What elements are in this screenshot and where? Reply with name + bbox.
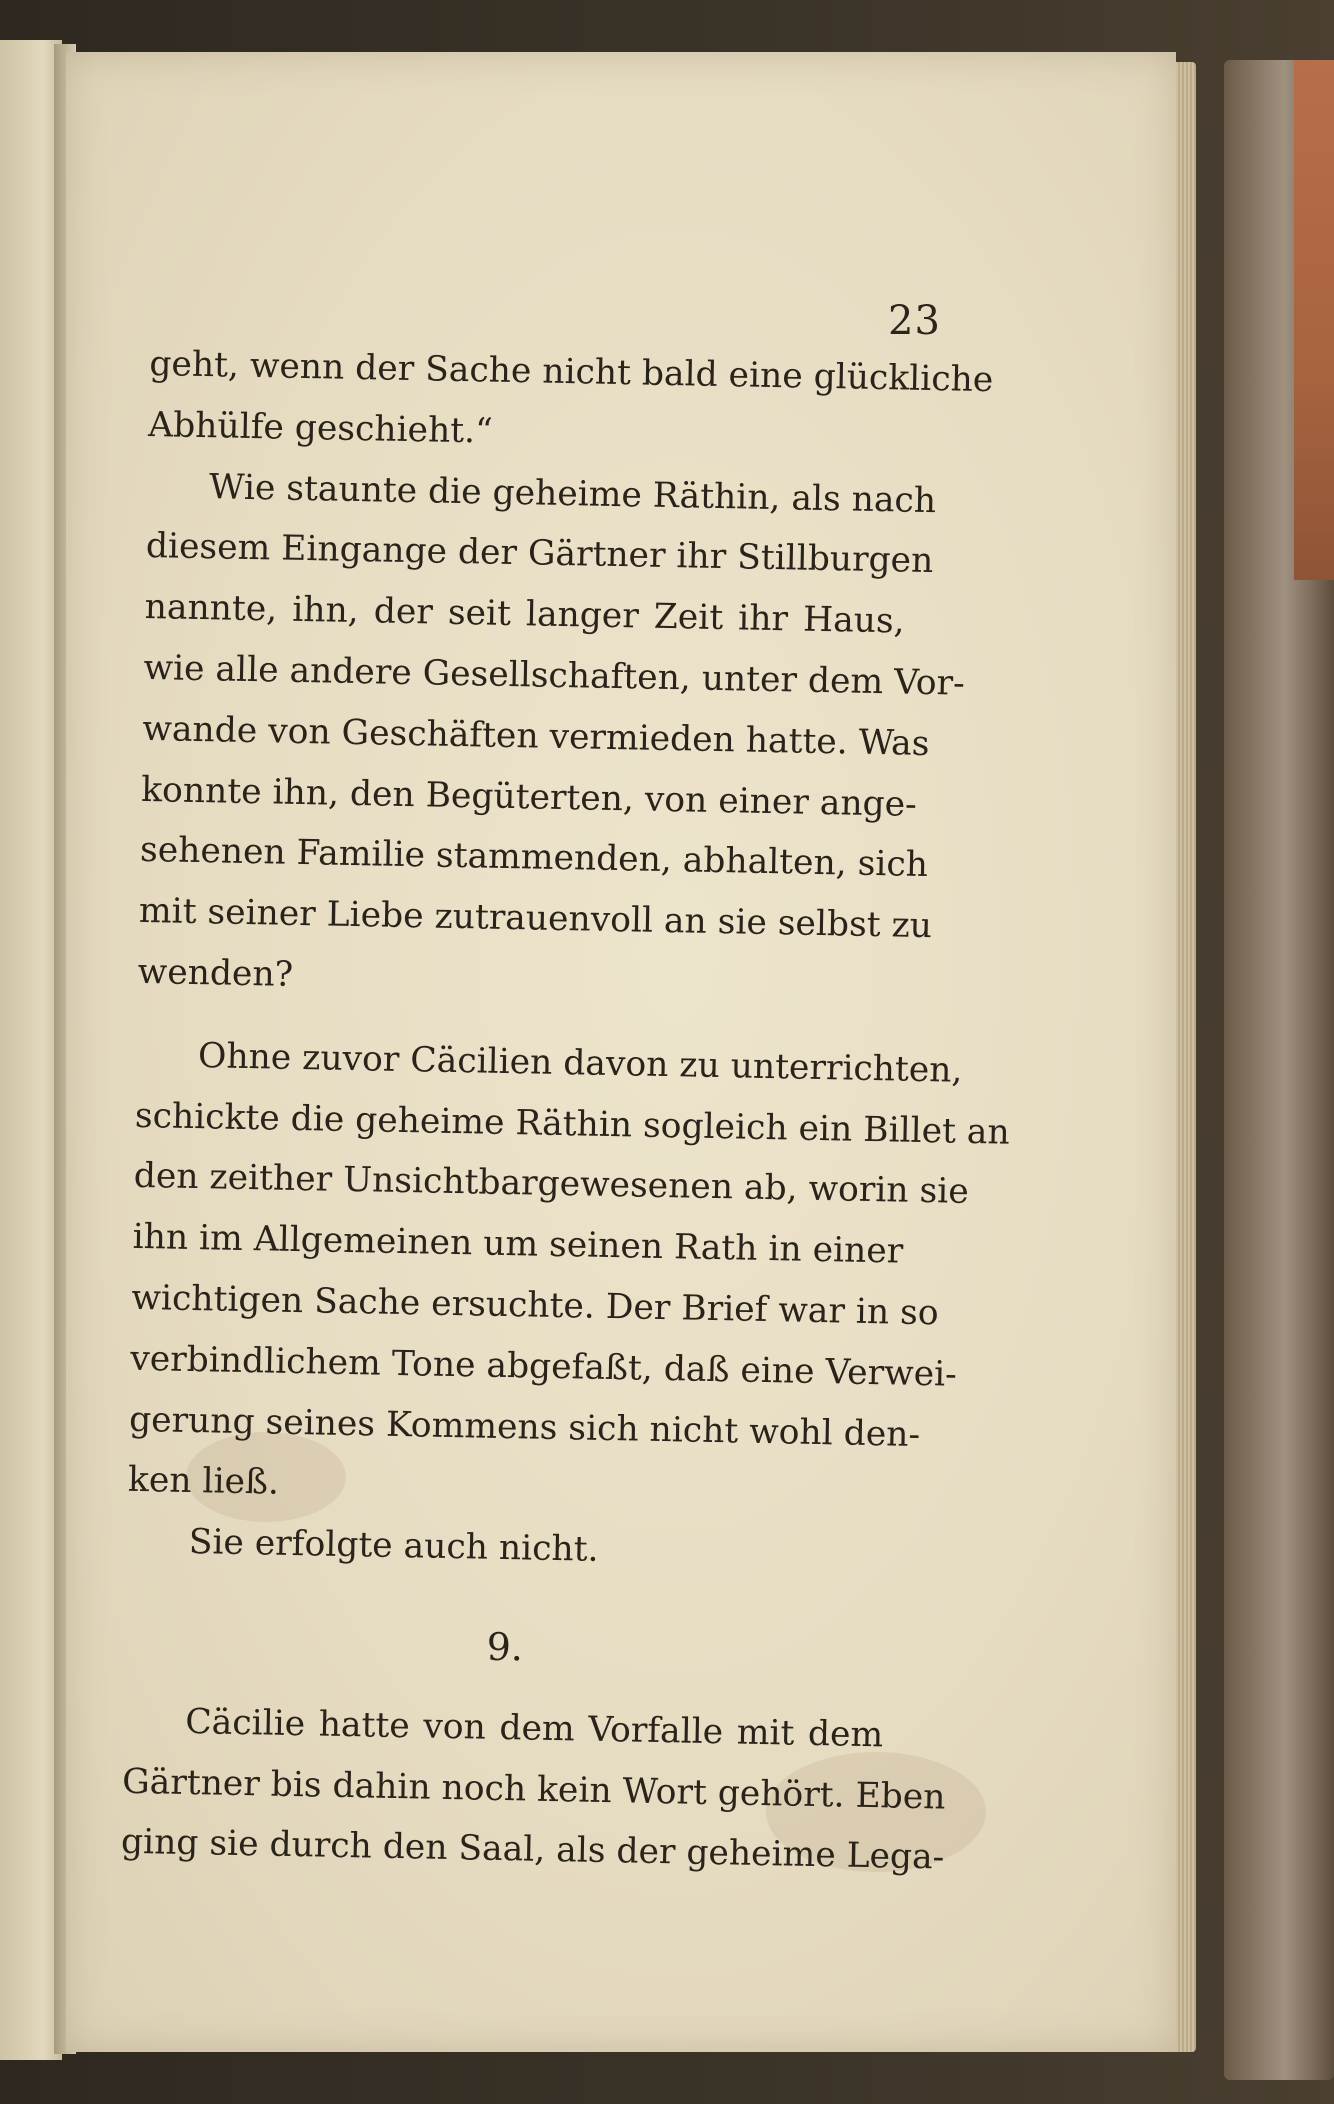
text-line: Ohne zuvor Cäcilien davon zu unterrichten, <box>197 1035 963 1091</box>
page-text <box>120 334 1011 1887</box>
text-line: Wie staunte die geheime Räthin, als nach <box>208 466 937 521</box>
text-line: ken ließ. <box>127 1460 280 1504</box>
text-line: nannte, ihn, der seit langer Zeit ihr Haus, <box>144 587 905 642</box>
text-line: wie alle andere Gesellschaften, unter dem Vor- <box>143 647 966 704</box>
text-line: ihn im Allgemeinen um seinen Rath in einer <box>132 1216 904 1272</box>
text-line: Cäcilie hatte von dem Vorfalle mit dem <box>184 1701 884 1756</box>
page-number: 23 <box>888 298 941 344</box>
text-line: verbindlichem Tone abgefaßt, daß eine Verwei- <box>129 1338 958 1395</box>
text-line: gerung seines Kommens sich nicht wohl den- <box>128 1399 921 1455</box>
text-line: den zeither Unsichtbargewesenen ab, worin sie <box>133 1156 970 1213</box>
left-page-edge <box>0 40 62 2060</box>
text-line: schickte die geheime Räthin sogleich ein Billet an <box>134 1095 1011 1153</box>
text-line: mit seiner Liebe zutrauenvoll an sie selbst zu <box>138 891 933 947</box>
text-line: geht, wenn der Sache nicht bald eine glückliche <box>149 343 994 401</box>
text-line: wenden? <box>137 951 294 995</box>
text-line: konnte ihn, den Begüterten, von einer ange- <box>140 769 918 825</box>
text-line: ging sie durch den Saal, als der geheime Lega- <box>120 1822 945 1878</box>
text-line: wande von Geschäften vermieden hatte. Was <box>142 708 930 764</box>
text-line: Abhülfe geschieht.“ <box>147 404 494 452</box>
text-line: diesem Eingange der Gärtner ihr Stillburgen <box>145 526 934 582</box>
text-line: sehenen Familie stammenden, abhalten, sich <box>139 830 929 886</box>
section-number: 9. <box>486 1624 524 1670</box>
book-cover-leather-strip <box>1294 60 1334 580</box>
text-line: Gärtner bis dahin noch kein Wort gehört. Eben <box>121 1761 946 1818</box>
text-line: wichtigen Sache ersuchte. Der Brief war in so <box>131 1277 939 1334</box>
text-line: Sie erfolgte auch nicht. <box>188 1522 599 1570</box>
